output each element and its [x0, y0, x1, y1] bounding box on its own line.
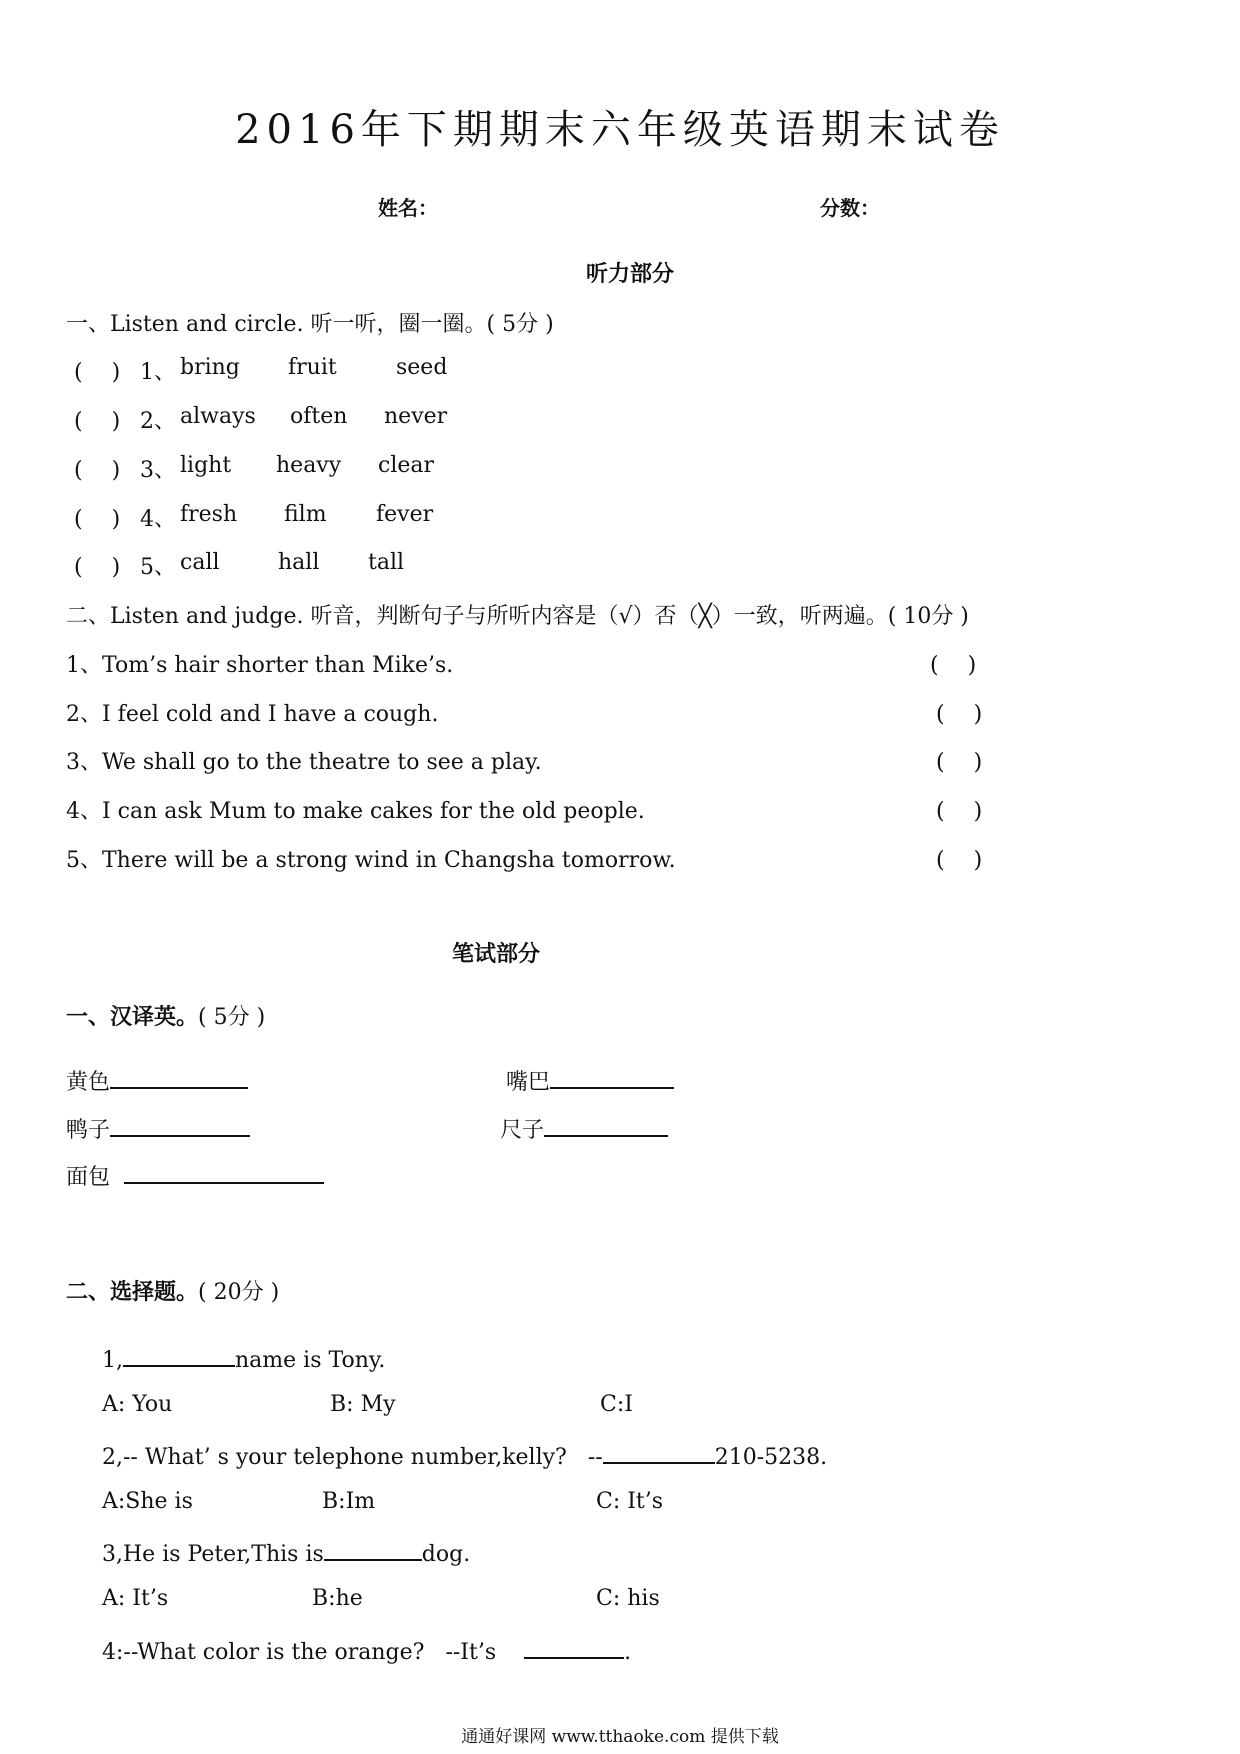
item-number: 3、 — [140, 458, 176, 483]
answer-blank[interactable] — [603, 1440, 715, 1464]
score-label: 分数： — [820, 196, 880, 220]
translate-score: ( 5分 ) — [198, 1005, 266, 1030]
judge-sentence: 4、I can ask Mum to make cakes for the old people. — [66, 799, 645, 824]
option-c[interactable]: C: his — [596, 1586, 660, 1611]
answer-blank[interactable] — [124, 1160, 324, 1184]
page-title: 2016年下期期末六年级英语期末试卷 — [235, 107, 1005, 153]
list-item — [66, 1065, 248, 1096]
question-suffix: 210-5238. — [714, 1445, 828, 1470]
answer-blank[interactable] — [123, 1343, 235, 1367]
chinese-word: 尺子 — [500, 1118, 545, 1143]
word-option[interactable]: bring — [180, 355, 240, 380]
option-a[interactable]: A: You — [102, 1392, 173, 1417]
chinese-word: 鸭子 — [66, 1118, 111, 1143]
question-mid: --It’s — [445, 1640, 497, 1665]
choice-title — [66, 1275, 279, 1306]
question-suffix: . — [624, 1640, 632, 1665]
footer-credit: 通通好课网 www.tthaoke.com 提供下载 — [461, 1727, 779, 1747]
answer-paren[interactable]: ( ) — [74, 555, 121, 580]
word-option[interactable]: fruit — [288, 355, 337, 380]
word-option[interactable]: always — [180, 404, 256, 429]
word-option[interactable]: fresh — [180, 502, 238, 527]
written-heading: 笔试部分 — [452, 941, 541, 967]
word-option[interactable]: hall — [278, 550, 320, 575]
item-number: 1、 — [140, 360, 176, 385]
question-prefix: 1, — [102, 1348, 123, 1373]
choice-score: ( 20分 ) — [198, 1280, 280, 1305]
chinese-word: 黄色 — [66, 1070, 111, 1095]
word-option[interactable]: clear — [378, 453, 435, 478]
word-option[interactable]: fever — [376, 502, 434, 527]
answer-blank[interactable] — [324, 1537, 422, 1561]
word-option[interactable]: tall — [368, 550, 405, 575]
question-1 — [102, 1343, 385, 1373]
option-b[interactable]: B:Im — [322, 1489, 376, 1514]
word-option[interactable]: never — [384, 404, 448, 429]
question-3 — [102, 1537, 470, 1567]
answer-paren[interactable]: ( ) — [74, 507, 121, 532]
answer-blank[interactable] — [550, 1065, 674, 1089]
answer-paren[interactable]: ( ) — [936, 750, 983, 775]
answer-blank[interactable] — [110, 1113, 250, 1137]
option-b[interactable]: B:he — [312, 1586, 363, 1611]
question-prefix: 2,-- What’ s your telephone number,kelly? — [102, 1445, 567, 1470]
list-item — [506, 1065, 674, 1096]
listening-heading: 听力部分 — [585, 261, 674, 287]
list-item — [500, 1113, 668, 1144]
option-a[interactable]: A:She is — [102, 1489, 193, 1514]
listen-circle-title: 一、Listen and circle. 听一听，圈一圈。( 5分 ) — [66, 312, 554, 337]
listen-judge-title: 二、Listen and judge. 听音，判断句子与所听内容是（√）否（╳）一致，听两遍。( 10分 ) — [66, 604, 969, 629]
translate-title — [66, 1000, 265, 1031]
answer-paren[interactable]: ( ) — [74, 360, 121, 385]
option-a[interactable]: A: It’s — [102, 1586, 169, 1611]
option-c[interactable]: C: It’s — [596, 1489, 664, 1514]
word-option[interactable]: heavy — [276, 453, 342, 478]
option-b[interactable]: B: My — [330, 1392, 396, 1417]
list-item — [66, 1113, 250, 1144]
answer-blank[interactable] — [524, 1635, 624, 1659]
chinese-word: 嘴巴 — [506, 1070, 551, 1095]
question-suffix: name is Tony. — [235, 1348, 386, 1373]
question-4 — [102, 1635, 631, 1665]
judge-sentence: 5、There will be a strong wind in Changsha tomorrow. — [66, 848, 676, 873]
item-number: 2、 — [140, 409, 176, 434]
question-prefix: 3,He is Peter,This is — [102, 1542, 324, 1567]
word-option[interactable]: light — [180, 453, 232, 478]
answer-paren[interactable]: ( ) — [936, 702, 983, 727]
option-c[interactable]: C:I — [600, 1392, 633, 1417]
answer-blank[interactable] — [544, 1113, 668, 1137]
answer-paren[interactable]: ( ) — [930, 653, 977, 678]
answer-paren[interactable]: ( ) — [74, 409, 121, 434]
answer-paren[interactable]: ( ) — [936, 848, 983, 873]
word-option[interactable]: seed — [396, 355, 448, 380]
answer-blank[interactable] — [110, 1065, 248, 1089]
judge-sentence: 3、We shall go to the theatre to see a play. — [66, 750, 542, 775]
answer-paren[interactable]: ( ) — [74, 458, 121, 483]
item-number: 4、 — [140, 507, 176, 532]
question-2 — [102, 1440, 827, 1470]
answer-paren[interactable]: ( ) — [936, 799, 983, 824]
chinese-word: 面包 — [66, 1165, 111, 1190]
question-mid: -- — [587, 1445, 603, 1470]
choice-title-text: 二、选择题。 — [66, 1279, 199, 1305]
word-option[interactable]: often — [290, 404, 348, 429]
item-number: 5、 — [140, 555, 176, 580]
translate-title-text: 一、汉译英。 — [66, 1004, 199, 1030]
list-item — [66, 1160, 324, 1191]
question-prefix: 4:--What color is the orange? — [102, 1640, 425, 1665]
word-option[interactable]: call — [180, 550, 220, 575]
judge-sentence: 1、Tom’s hair shorter than Mike’s. — [66, 653, 454, 678]
question-suffix: dog. — [421, 1542, 471, 1567]
name-label: 姓名： — [378, 196, 438, 220]
judge-sentence: 2、I feel cold and I have a cough. — [66, 702, 439, 727]
word-option[interactable]: film — [284, 502, 327, 527]
